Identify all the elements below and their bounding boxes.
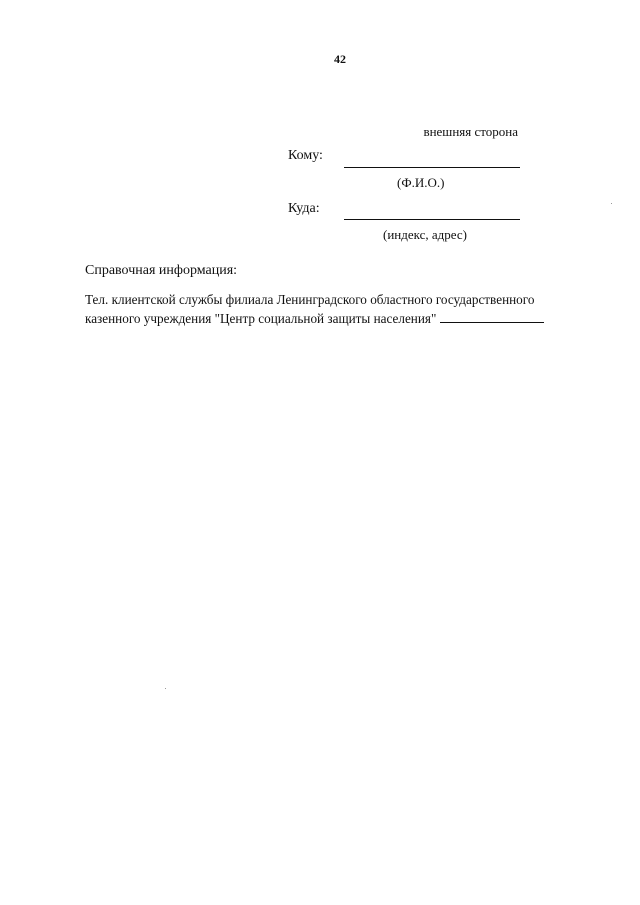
where-label: Куда: bbox=[288, 201, 320, 216]
reference-title: Справочная информация: bbox=[85, 263, 238, 278]
scan-speck bbox=[611, 203, 612, 204]
envelope-side-label: внешняя сторона bbox=[423, 124, 518, 139]
page-number: 42 bbox=[334, 52, 346, 66]
where-caption: (индекс, адрес) bbox=[383, 227, 467, 242]
phone-blank-line bbox=[440, 322, 544, 323]
reference-paragraph bbox=[85, 290, 535, 328]
where-blank-line bbox=[344, 219, 520, 220]
reference-line-2 bbox=[85, 309, 518, 328]
to-blank-line bbox=[344, 167, 520, 168]
to-caption: (Ф.И.О.) bbox=[397, 175, 445, 190]
scan-speck bbox=[165, 688, 166, 689]
to-label: Кому: bbox=[288, 148, 323, 163]
reference-line-1: Тел. клиентской службы филиала Ленинградского областного государственного bbox=[85, 292, 535, 307]
reference-line-2-text: казенного учреждения "Центр социальной защиты населения" bbox=[85, 311, 437, 326]
